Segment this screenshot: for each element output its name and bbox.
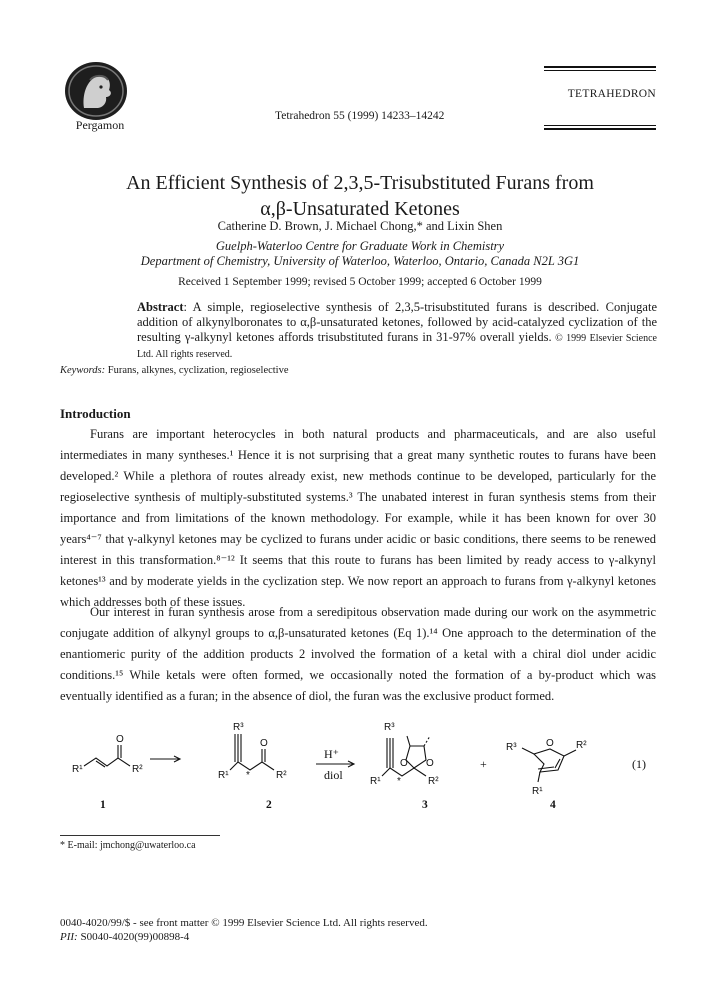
article-title (60, 170, 660, 222)
header-rule-top-thin (544, 70, 656, 71)
pii-value: S0040-4020(99)00898-4 (77, 931, 190, 943)
reagent-diol: diol (324, 768, 343, 782)
compound-4-r1: R¹ (532, 786, 543, 797)
front-matter-copyright: 0040-4020/99/$ - see front matter © 1999 Elsevier Science Ltd. All rights reserved. (60, 917, 428, 929)
compound-2-skeleton (230, 762, 274, 770)
footnote-rule (60, 835, 220, 836)
compound-3-oxygen-left: O (400, 758, 408, 769)
compound-2-r2: R² (276, 770, 287, 781)
compound-4-r3: R³ (506, 742, 517, 753)
compound-1-r2: R² (132, 764, 143, 775)
abstract-label: Abstract (137, 300, 184, 314)
header-rule-bottom-thick (544, 128, 656, 130)
section-heading-introduction: Introduction (60, 406, 131, 421)
compound-number-4: 4 (550, 799, 556, 811)
abstract-copyright: © 1999 Elsevier Science Ltd. All rights reserved. (137, 333, 657, 360)
compound-3-r3: R³ (384, 722, 395, 733)
reaction-scheme (60, 716, 660, 830)
header-rule-top (544, 66, 656, 68)
compound-3-r2: R² (428, 776, 439, 787)
intro-paragraph-2: Our interest in furan synthesis arose from a seredipitous observation made during our work on the asymmetric conjugate addition of alkynyl groups to α,β-unsaturated ketones (Eq 1).¹⁴ One approach to the determination of the enantiomeric purity of the addition products 2 involved the formation of a ketal with a chiral diol under acidic conditions.¹⁵ While ketals were often formed, we occasionally noted the formation of a by-product which was eventually identified as a furan; in the absence of diol, the furan was the exclusive product formed. (60, 605, 656, 703)
compound-2-r3: R³ (233, 722, 244, 733)
publisher-name: Pergamon (75, 118, 125, 132)
author-list: Catherine D. Brown, J. Michael Chong,* and Lixin Shen (217, 219, 503, 233)
journal-name: TETRAHEDRON (567, 88, 656, 100)
publisher-logo (60, 60, 132, 122)
plus-sign: + (480, 757, 487, 771)
compound-3-stereocentre: * (397, 776, 401, 787)
affiliation-centre: Guelph-Waterloo Centre for Graduate Work in Chemistry (215, 239, 505, 253)
title-line-1: An Efficient Synthesis of 2,3,5-Trisubstituted Furans from (126, 172, 594, 194)
header-rule-bottom (544, 125, 656, 126)
compound-2-r1: R¹ (218, 770, 229, 781)
compound-2-stereocentre: * (246, 770, 250, 781)
compound-number-3: 3 (422, 799, 428, 811)
title-line-2: α,β-Unsaturated Ketones (260, 198, 460, 220)
received-dates: Received 1 September 1999; revised 5 October 1999; accepted 6 October 1999 (178, 276, 542, 288)
abstract (137, 300, 657, 362)
compound-3-oxygen-right: O (426, 758, 434, 769)
compound-1-r1: R¹ (72, 764, 83, 775)
compound-1-oxygen: O (116, 734, 124, 745)
abstract-text: : A simple, regioselective synthesis of 2,3,5-trisubstituted furans is described. Conjugate addition of alkynylboronates to α,β-unsaturated ketones, followed by acid-catalyzed cyclization of the resulting γ-alkynyl ketones affords trisubstituted furans in 31-97% overall yields. (137, 300, 657, 344)
keywords (60, 365, 289, 376)
equation-number: (1) (632, 757, 646, 771)
front-matter (60, 916, 428, 944)
pii-label: PII: (60, 931, 78, 943)
compound-1-skeleton (84, 758, 130, 766)
compound-2-oxygen: O (260, 738, 268, 749)
journal-citation: Tetrahedron 55 (1999) 14233–14242 (275, 110, 445, 122)
compound-number-1: 1 (100, 799, 106, 811)
compound-4-oxygen: O (546, 738, 554, 749)
compound-number-2: 2 (266, 799, 272, 811)
front-matter-pii (60, 930, 428, 944)
keywords-text: Furans, alkynes, cyclization, regioselective (105, 365, 289, 376)
keywords-label: Keywords: (60, 365, 106, 376)
compound-3-skeleton (382, 768, 426, 776)
intro-paragraph-1: Furans are important heterocycles in both natural products and pharmaceuticals, and are also useful intermediates in many syntheses.¹ Hence it is not surprising that a great many synthetic routes to furans have been developed.² While a plethora of routes already exist, new methods continue to be developed, particularly for the regioselective synthesis of multiply-substituted systems.³ The unabated interest in furan synthesis stems from their importance and from limitations of the known methodology. For example, while it has been known for over 30 years⁴⁻⁷ that γ-alkynyl ketones may be cyclized to furans under acidic or basic conditions, there seems to be renewed interest in this transformation.⁸⁻¹² It seems that this route to furans has been limited by ready access to γ-alkynyl ketones¹³ and by moderate yields in the cyclization step. We now report an approach to furans from γ-alkynyl ketones which addresses both of these issues. (60, 427, 656, 609)
compound-4-r2: R² (576, 740, 587, 751)
footnote-email: * E-mail: jmchong@uwaterloo.ca (60, 840, 196, 851)
reagent-acid: H⁺ (324, 747, 339, 761)
affiliation-department: Department of Chemistry, University of Waterloo, Waterloo, Ontario, Canada N2L 3G1 (140, 254, 580, 268)
compound-3-r1: R¹ (370, 776, 381, 787)
